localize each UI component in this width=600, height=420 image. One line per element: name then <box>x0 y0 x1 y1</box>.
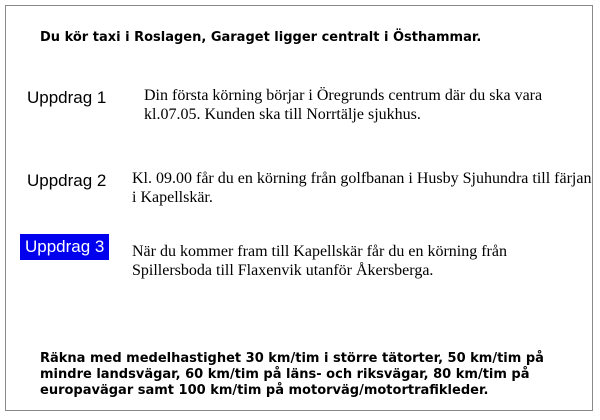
task-3-label[interactable]: Uppdrag 3 <box>20 234 109 260</box>
intro-text: Du kör taxi i Roslagen, Garaget ligger centralt i Östhammar. <box>40 30 482 45</box>
document-frame <box>5 5 593 411</box>
task-3-text: När du kommer fram till Kapellskär får du en körning från Spillersboda till Flaxenvik utanför Åkersberga. <box>132 243 507 279</box>
task-2-text: Kl. 09.00 får du en körning från golfbanan i Husby Sjuhundra till färjan i Kapellskär. <box>132 170 592 206</box>
footer-speed-info: Räkna med medelhastighet 30 km/tim i större tätorter, 50 km/tim på mindre landsvägar, 60 km/tim på läns- och riksvägar, 80 km/tim på europavägar samt 100 km/tim på motorväg/motortrafikleder. <box>40 351 544 398</box>
task-2-label[interactable]: Uppdrag 2 <box>27 171 107 190</box>
task-1-text: Din första körning börjar i Öregrunds centrum där du ska vara kl.07.05. Kunden ska till Norrtälje sjukhus. <box>144 87 543 123</box>
task-1-label[interactable]: Uppdrag 1 <box>27 88 107 107</box>
